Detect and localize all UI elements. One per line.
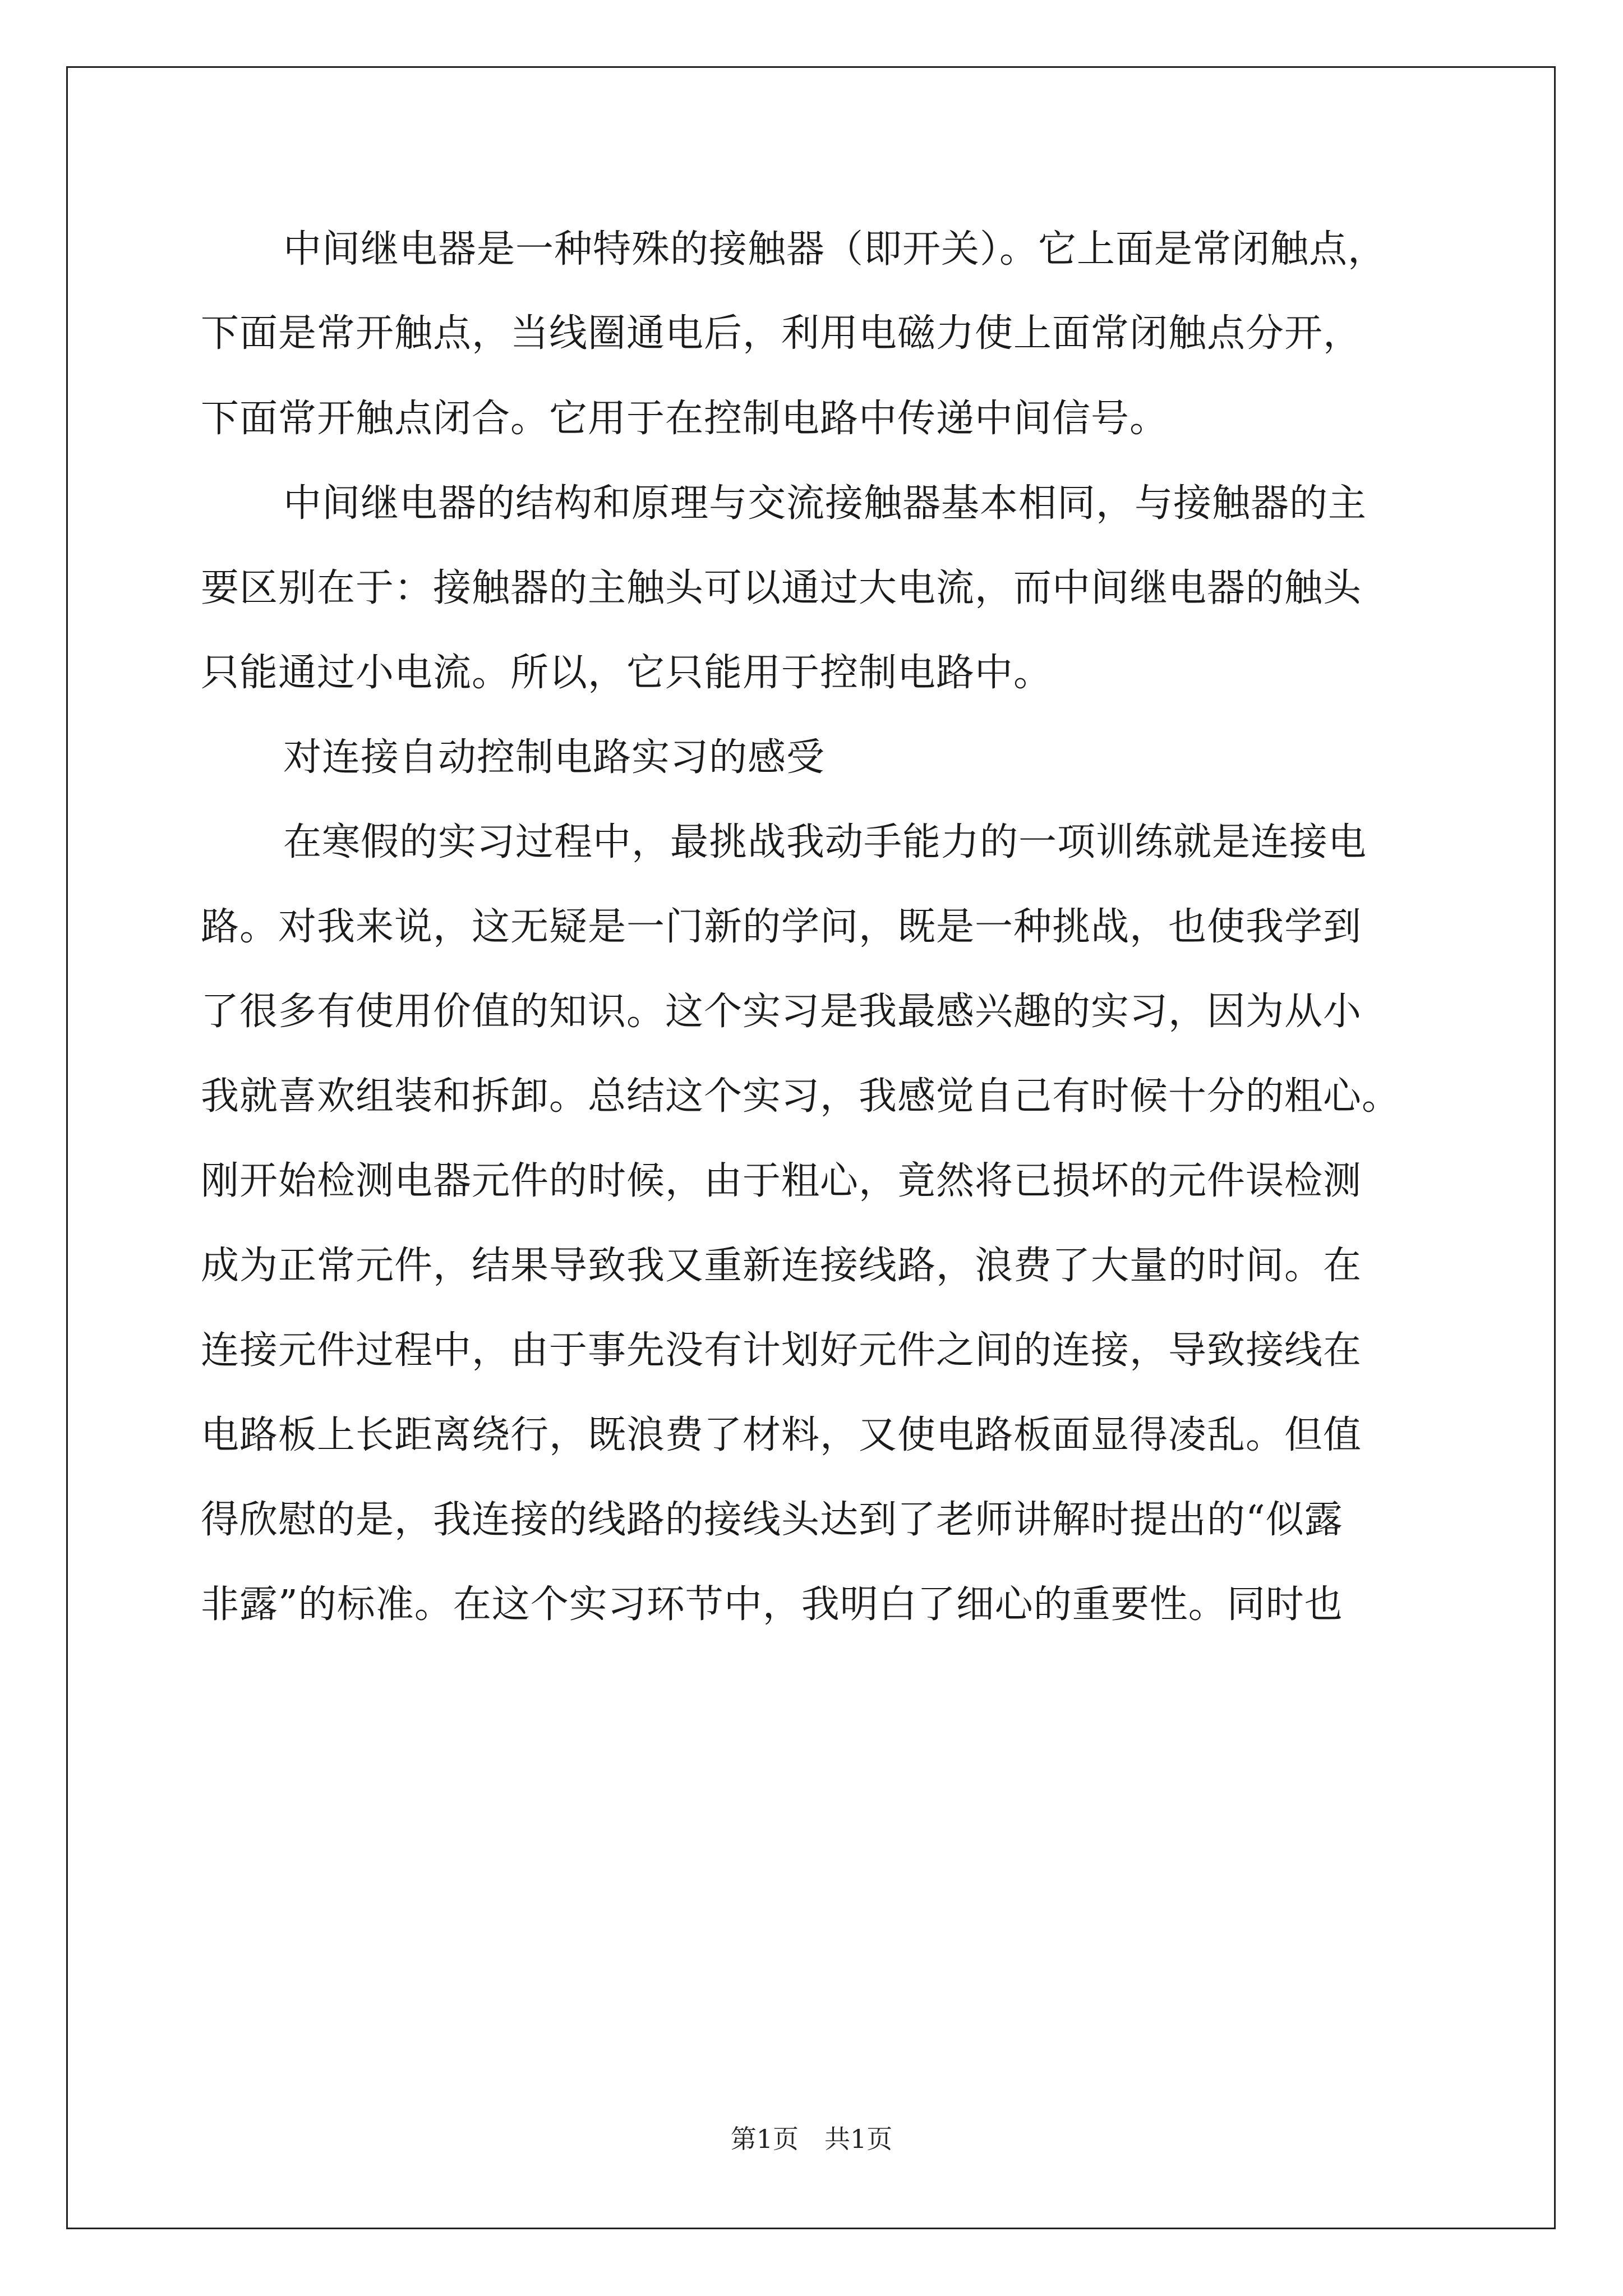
paragraph-4-line-6: 成为正常元件，结果导致我又重新连接线路，浪费了大量的时间。在 — [201, 1244, 1362, 1288]
paragraph-1-line-1: 中间继电器是一种特殊的接触器（即开关）。它上面是常闭触点， — [283, 227, 1387, 272]
paragraph-2-line-1: 中间继电器的结构和原理与交流接触器基本相同，与接触器的主 — [283, 481, 1367, 526]
paragraph-4-line-2: 路。对我来说，这无疑是一门新的学问，既是一种挑战，也使我学到 — [201, 905, 1362, 949]
page-border — [66, 66, 1556, 2229]
paragraph-2-line-3: 只能通过小电流。所以，它只能用于控制电路中。 — [201, 651, 1053, 695]
paragraph-4-line-4: 我就喜欢组装和拆卸。总结这个实习，我感觉自己有时候十分的粗心。 — [201, 1074, 1401, 1119]
page-number-footer: 第1页 共1页 — [730, 2124, 893, 2154]
paragraph-4-line-8: 电路板上长距离绕行，既浪费了材料，又使电路板面显得凌乱。但值 — [201, 1413, 1362, 1457]
paragraph-4-line-9: 得欣慰的是，我连接的线路的接线头达到了老师讲解时提出的“似露 — [201, 1498, 1343, 1542]
section-heading: 对连接自动控制电路实习的感受 — [283, 735, 826, 780]
paragraph-4-line-10: 非露”的标准。在这个实习环节中，我明白了细心的重要性。同时也 — [201, 1582, 1343, 1627]
paragraph-4-line-7: 连接元件过程中，由于事先没有计划好元件之间的连接，导致接线在 — [201, 1328, 1362, 1373]
paragraph-4-line-5: 刚开始检测电器元件的时候，由于粗心，竟然将已损坏的元件误检测 — [201, 1159, 1362, 1203]
paragraph-1-line-2: 下面是常开触点，当线圈通电后，利用电磁力使上面常闭触点分开， — [201, 311, 1362, 356]
paragraph-1-line-3: 下面常开触点闭合。它用于在控制电路中传递中间信号。 — [201, 397, 1169, 441]
paragraph-4-line-1: 在寒假的实习过程中，最挑战我动手能力的一项训练就是连接电 — [283, 820, 1367, 864]
paragraph-2-line-2: 要区别在于：接触器的主触头可以通过大电流，而中间继电器的触头 — [201, 566, 1362, 610]
paragraph-4-line-3: 了很多有使用价值的知识。这个实习是我最感兴趣的实习，因为从小 — [201, 990, 1362, 1034]
